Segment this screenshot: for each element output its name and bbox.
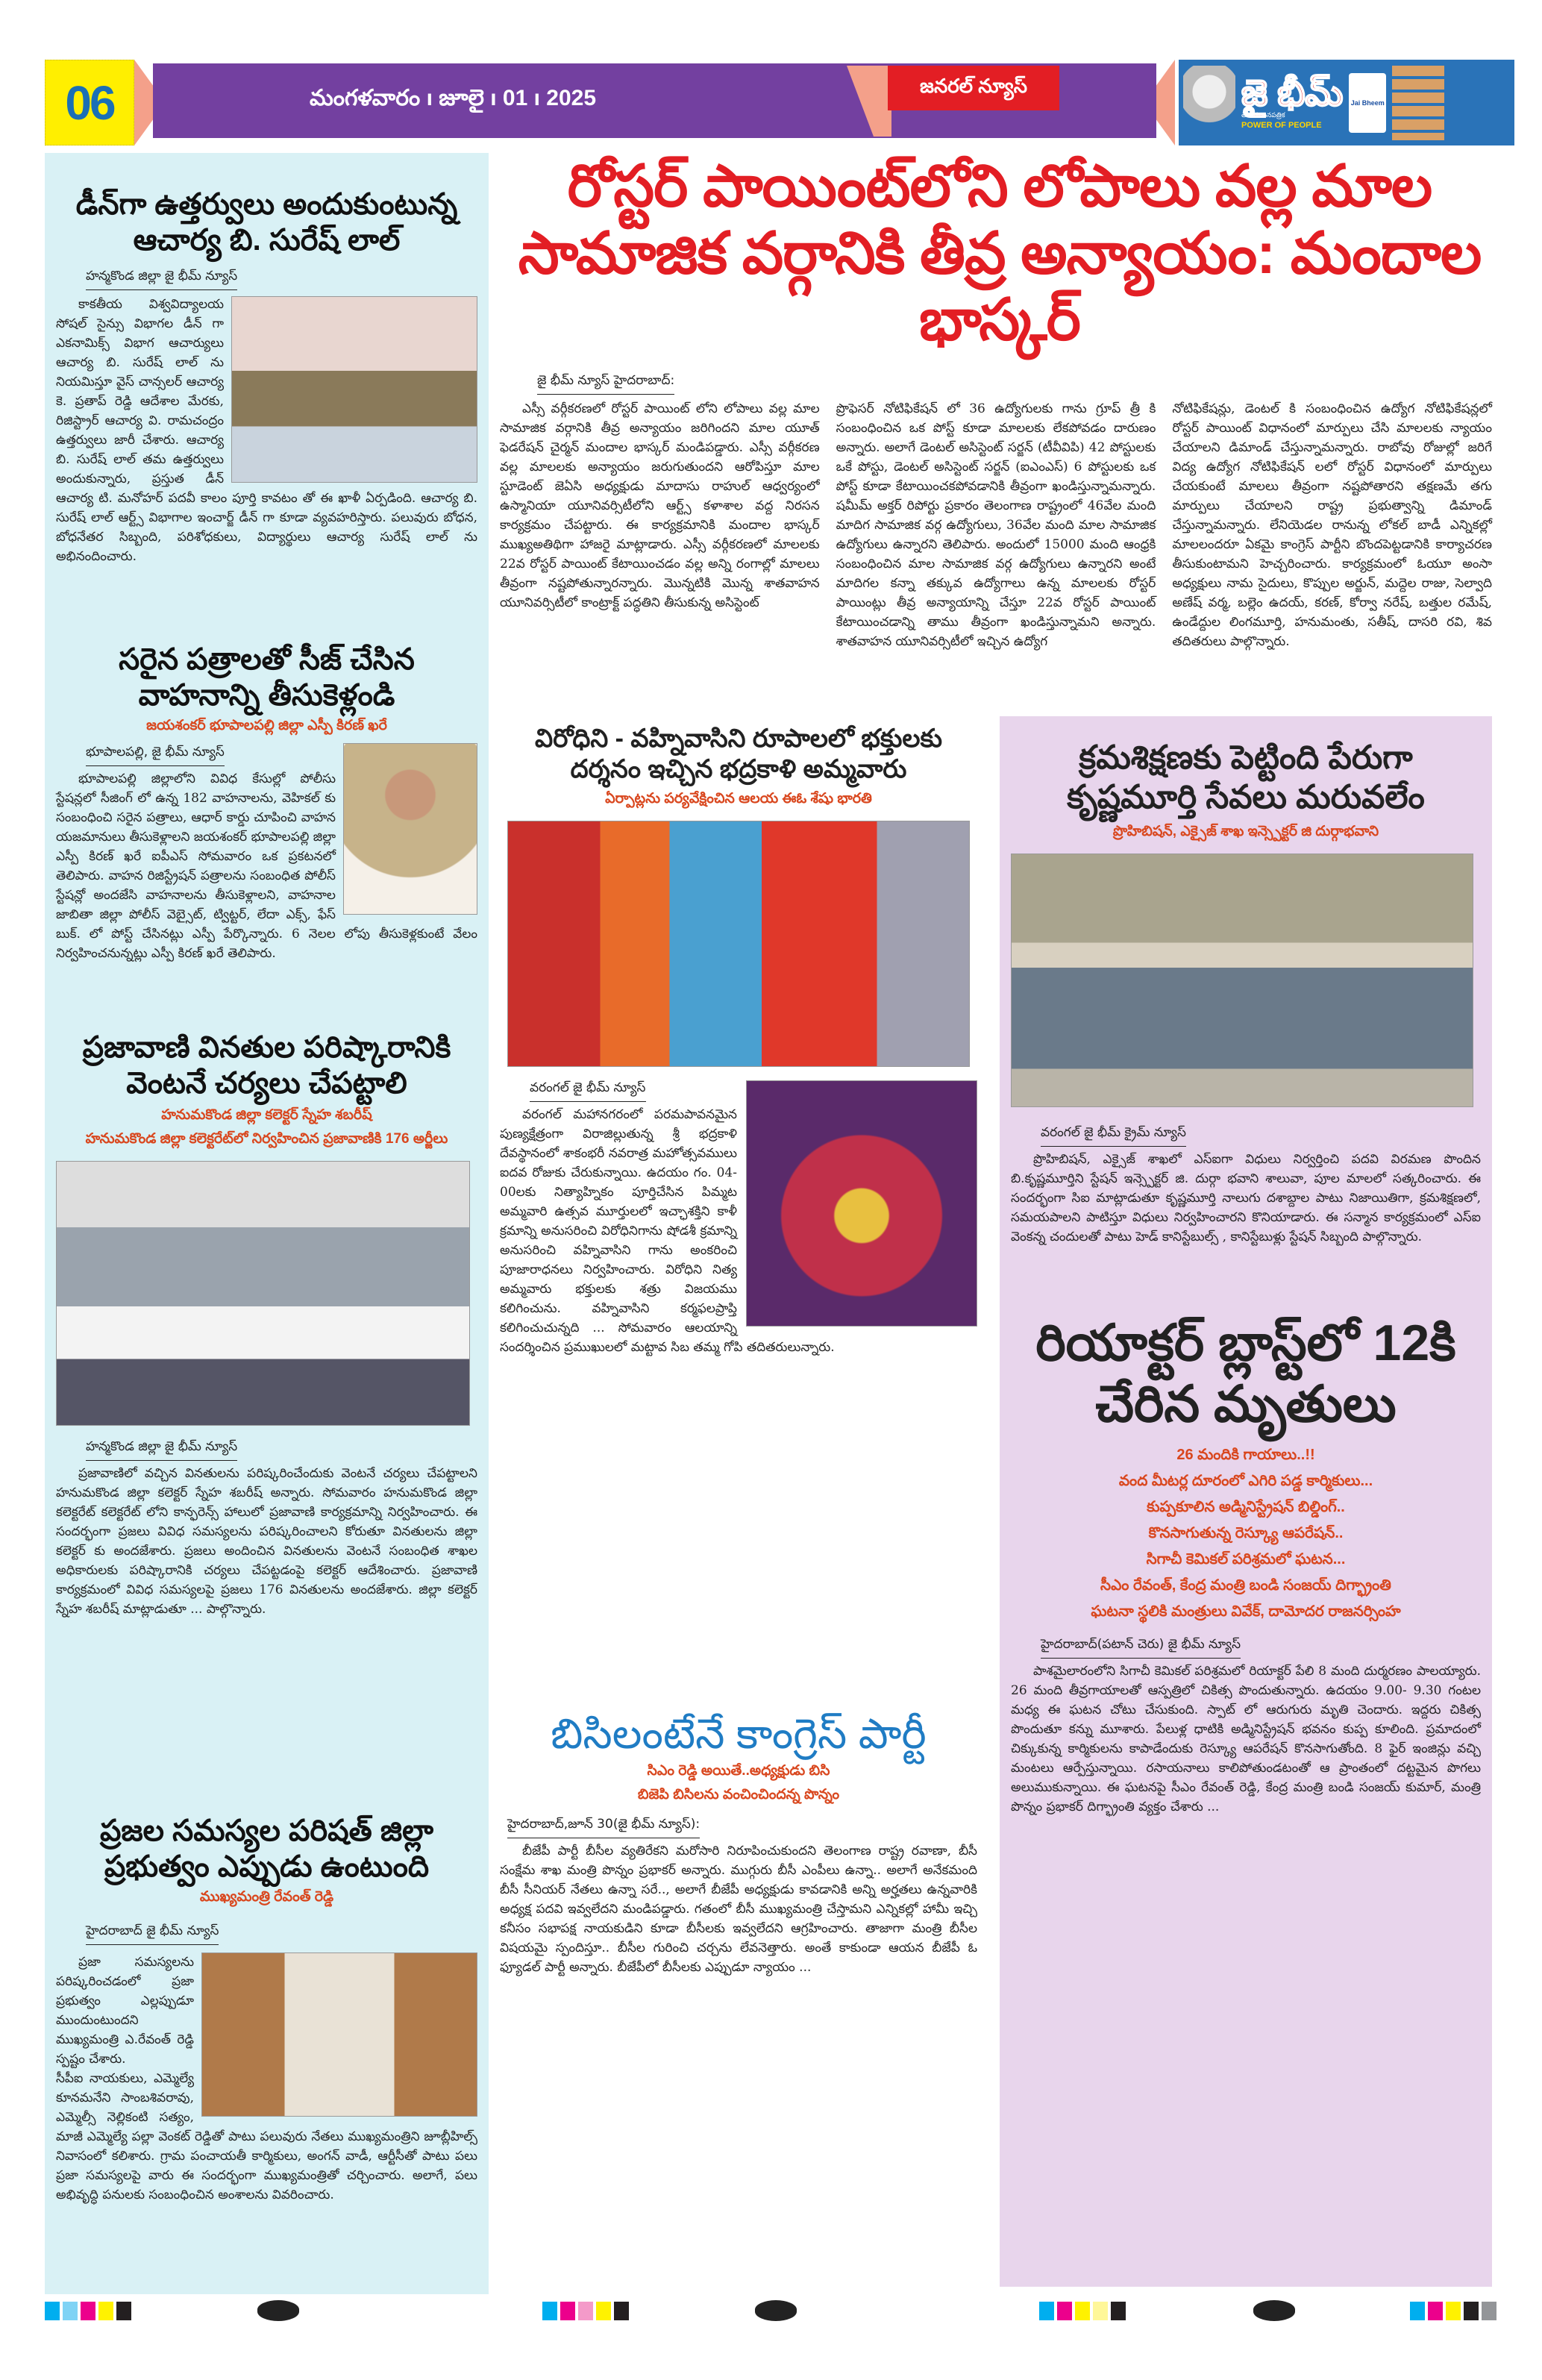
page-number: 06	[45, 60, 134, 145]
story-bhadrakali	[500, 724, 977, 1357]
ambedkar-portrait-icon	[1183, 66, 1235, 140]
main-dateline: జై భీమ్ న్యూస్ హైదరాబాద్:	[537, 373, 674, 395]
main-headline: రోస్టర్ పాయింట్‌లోని లోపాలు వల్ల మాల సామాజిక వర్గానికి తీవ్ర అన్యాయం: మందాల భాస్కర్	[518, 153, 1482, 353]
subhead: ఏర్పాట్లను పర్యవేక్షించిన ఆలయ ఈఓ శేషు భారతి	[605, 790, 872, 807]
dateline: హైదరాబాద్,జూన్ 30(జై భీమ్ న్యూస్):	[507, 1817, 700, 1838]
dateline: వరంగల్ జై భీమ్ న్యూస్	[530, 1080, 646, 1102]
paragraph: ప్రొఫెసర్ నోటిఫికేషన్ లో 36 ఉద్యోగులకు గాను గ్రూప్ త్రీ కి సంబంధించిన ఒక పోస్ట్ కూడా మాలలకు లేకపోవడం దారుణం అన్నారు. అలాగే డెంటల్ అసిస్టెంట్ సర్జన్ (టీవీవిపి) 42 పోస్టులకు ఒకే పోస్టు, డెంటల్ అసిస్టెంట్ సర్జన్ (ఐఎంఎస్) 6 పోస్టులకు ఒక పోస్ట్ కూడా కేటాయించకపోవడానికి తీవ్రంగా ఖండిస్తున్నామన్నారు. షమీమ్ అక్తర్ రిపోర్టు ప్రకారం తెలంగాణ రాష్ట్రంలో 46వేల మంది మాదిగ సామాజిక వర్గ ఉద్యోగులు, 36వేల మంది మాల సామాజిక ఉద్యోగులు ఉన్నారని తెలిపారు. అందులో 15000 మంది ఆంధ్రకి సంబంధించిన మాల సామాజిక వర్గ ఉద్యోగులు ఉన్నారని అంటే మాదిగల కన్నా తక్కువ ఉద్యోగాలు ఉన్న మాలలకు రోస్టర్ పాయింట్లు తీవ్ర అన్యాయాన్ని చేస్తూ 22వ రోస్టర్ పాయింట్ కేటాయించడాన్ని తాము తీవ్రంగా ఖండిస్తున్నామని అన్నారు. శాతవాహన యూనివర్సిటీలో ఇచ్చిన ఉద్యోగ	[836, 401, 1156, 649]
subhead: కుప్పకూలిన అడ్మినిస్ట్రేషన్ బిల్డింగ్..	[1147, 1499, 1345, 1516]
color-bar	[542, 2302, 629, 2320]
felicitation-photo	[1011, 854, 1473, 1107]
subhead: జయశంకర్ భూపాలపల్లి జిల్లా ఎస్పీ కిరణ్ ఖరే	[146, 718, 387, 733]
subhead: హనుమకొండ జిల్లా కలెక్టరేట్‌లో నిర్వహించిన ప్రజావాణికి 176 అర్జీలు	[85, 1131, 448, 1147]
paragraph: ప్రజావాణిలో వచ్చిన వినతులను పరిష్కరించేందుకు వెంటనే చర్యలు చేపట్టాలని హనుమకొండ జిల్లా కలెక్టర్ స్నేహ శబరీష్ అన్నారు. సోమవారం హనుమకొండ జిల్లా కలెక్టరేట్ కలెక్టరేట్ లోని కాన్ఫరెన్స్ హాలులో ప్రజావాణి కార్యక్రమాన్ని నిర్వహించారు. ఈ సందర్భంగా ప్రజలు వివిధ సమస్యలను పరిష్కరించాలని కోరుతూ వినతులను జిల్లా కలెక్టర్ కు అందజేశారు. ప్రజలు అందించిన వినతులను వెంటనే సంబంధిత శాఖల అధికారులకు పరిష్కారానికి చర్యలు చేపట్టడంపై కలెక్టర్ ఆదేశించారు. ప్రజావాణి కార్యక్రమంలో వివిధ సమస్యలపై ప్రజలు 176 వినతులను అందజేశారు. జిల్లా కలెక్టర్ స్నేహ శబరీష్ మాట్లాడుతూ ... పాల్గొన్నారు.	[56, 1466, 477, 1617]
color-bar	[45, 2302, 131, 2320]
subhead: ముఖ్యమంత్రి రేవంత్ రెడ్డి	[199, 1889, 334, 1905]
paragraph: నోటిఫికేషన్లు, డెంటల్ కి సంబంధించిన ఉద్యోగ నోటిఫికేషన్లలో రోస్టర్ పాయింట్ విధానంలో మార్పులు చేసి మాలలకు న్యాయం చేయాలని డిమాండ్ చేస్తున్నామన్నారు. రాబోవు రోజుల్లో జరిగే విద్య ఉద్యోగ నోటిఫికేషన్ లలో రోస్టర్ విధానంలో మార్పులు చేయకుంటే మాలలు తీవ్రంగా నష్టపోతారని తక్షణమే తగు మార్పులు చేయాలని రాష్ట్ర ప్రభుత్వాన్ని డిమాండ్ చేస్తున్నామన్నారు. లేనియెడల రానున్న లోకల్ బాడీ ఎన్నికల్లో మాలలందరూ ఏకమై కాంగ్రెస్ పార్టీని బొందపెట్టడానికి కార్యాచరణ తీసుకుంటామని హెచ్చరించారు. కార్యక్రమంలో ఓయూ అంసా అధ్యక్షులు నామ సైదులు, కొప్పుల అర్జున్, మద్దెల రాజు, సెల్వాది అణేష్ వర్మ, బల్లెం ఉదయ్, కరణ్, కోర్వా నరేష్, బత్తుల రమేష్, ఉండేద్దుల లింగమూర్తి, హనుమంతు, సతీష్, దాసరి రవి, శివ తదితరులు పాల్గొన్నారు.	[1172, 401, 1493, 649]
story-reactor	[1011, 1313, 1481, 1817]
logo-tagline: POWER OF PEOPLE	[1241, 120, 1322, 130]
dateline: హన్మకొండ జిల్లా జై భీమ్ న్యూస్	[86, 269, 237, 290]
subhead: సీఎం రేవంత్, కేంద్ర మంత్రి బండి సంజయ్ దిగ్భ్రాంతి	[1100, 1577, 1391, 1594]
headline: విరోధిని - వహ్నివాసిని రూపాలలో భక్తులకు దర్శనం ఇచ్చిన భద్రకాళి అమ్మవారు	[535, 724, 942, 783]
subhead: ఘటనా స్థలికి మంత్రులు వివేక్, దామోదర రాజనర్సింహ	[1091, 1603, 1401, 1620]
logo-badge: Jai Bheem	[1349, 73, 1386, 133]
main-column-1	[500, 399, 820, 651]
prajavani-photo	[56, 1161, 470, 1426]
leaders-strip-image	[1392, 66, 1444, 140]
header-divider-right	[1156, 60, 1175, 145]
dateline: హన్మకొండ జిల్లా జై భీమ్ న్యూస్	[86, 1439, 237, 1461]
subhead: సిగాచీ కెమికల్ పరిశ్రమలో ఘటన...	[1146, 1551, 1346, 1568]
paragraph: సీపీఐ నాయకులు, ఎమ్మెల్యే కూనమనేని సాంబశివరావు, ఎమ్మెల్సీ నెల్లికంటి సత్యం, మాజీ ఎమ్మెల్యే పల్లా వెంకట్ రెడ్డితో పాటు పలువురు నేతలు ముఖ్యమంత్రిని జూబ్లీహిల్స్ నివాసంలో కలిశారు. గ్రామ పంచాయతీ కార్మికులు, అంగన్ వాడీ, ఆర్టీసీతో పాటు పలు ప్రజా సమస్యలపై వారు ఈ సందర్భంగా ముఖ్యమంత్రితో చర్చించారు. అలాగే, పలు అభివృద్ధి పనులకు సంబంధించిన అంశాలను వివరించారు.	[56, 2071, 477, 2202]
main-column-2	[836, 399, 1156, 651]
story-dean	[56, 187, 477, 566]
registration-mark	[755, 2300, 797, 2321]
headline: బిసిలంటేనే కాంగ్రెస్ పార్టీ	[551, 1710, 927, 1757]
main-story	[500, 373, 1492, 651]
color-bar	[1410, 2302, 1496, 2320]
story-cm	[56, 1813, 477, 2205]
story-prajavani	[56, 1030, 477, 1619]
dateline: హైదరాబాద్ జై భీమ్ న్యూస్	[86, 1923, 219, 1945]
story-seized-vehicles	[56, 642, 477, 963]
paragraph: వరంగల్ మహానగరంలో పరమపావనమైన పుణ్యక్షేత్రంగా విరాజిల్లుతున్న శ్రీ భద్రకాళి దేవస్థానంలో శాకంభరీ నవరాత్ర మహోత్సవములు ఐదవ రోజుకు చేరుకున్నాయి. ఉదయం గం. 04-00లకు నిత్యాహ్నికం పూర్తిచేసిన పిమ్మట అమ్మవారి ఉత్సవ మూర్తులలో ఇచ్ఛాశక్తిని కాళీ క్రమాన్ని అనుసరించి విరోధినిగాను షోడశీ క్రమాన్ని అనుసరించి వహ్నివాసిని గాను అంకరించి పూజారాధనలు నిర్వహించారు. విరోధిని నిత్య అమ్మవారు భక్తులకు శత్రు విజయము కలిగించును. వహ్నివాసిని కర్మఫలప్రాప్తి కలిగించుచున్నది ... సోమవారం ఆలయాన్ని సందర్శించిన ప్రముఖులలో మట్టావ సిబ తమ్మ గోపి తదితరులున్నారు.	[500, 1106, 835, 1355]
paragraph: పాశమైలారంలోని సిగాచీ కెమికల్ పరిశ్రమలో రియాక్టర్ పేలి 8 మంది దుర్మరణం పాలయ్యారు. 26 మంది తీవ్రగాయాలతో ఆస్పత్రిలో చికిత్స పొందుతున్నారు. ఉదయం 9.00- 9.30 గంటల మధ్య ఈ ఘటన చోటు చేసుకుంది. స్పాట్ లో ఆరుగురు మృతి చెందారు. ఇద్దరు చికిత్స పొందుతూ కన్ను మూశారు. పేలుళ్ల ధాటికి అడ్మినిస్ట్రేషన్ భవనం కుప్ప కూలింది. ప్రమాదంలో చిక్కుకున్న కార్మికులను కాపాడేందుకు రెస్క్యూ ఆపరేషన్ కొనసాగుతోంది. 8 ఫైర్ ఇంజిన్లు వచ్చి మంటలు ఆర్పేస్తున్నాయి. రసాయనాలు కాలిపోతుండటంతో ఆ ప్రాంతంలో దట్టమైన పొగలు అలుముకున్నాయి. ఈ ఘటనపై సీఎం రేవంత్ రెడ్డి, కేంద్ర మంత్రి బండి సంజయ్ కుమార్, మంత్రి పొన్నం ప్రభాకర్ దిగ్భ్రాంతి వ్యక్తం చేశారు ...	[1011, 1664, 1481, 1815]
subhead: వంద మీటర్ల దూరంలో ఎగిరి పడ్డ కార్మికులు...	[1118, 1473, 1373, 1490]
devotees-photo	[507, 821, 970, 1067]
paragraph: బీజేపీ పార్టీ బీసీల వ్యతిరేకని మరోసారి నిరూపించుకుందని తెలంగాణ రాష్ట్ర రవాణా, బీసీ సంక్షేమ శాఖ మంత్రి పొన్నం ప్రభాకర్ అన్నారు. ముగ్గురు బీసీ ఎంపీలు ఉన్నా.. అలాగే అనేకమంది బీసీ సీనియర్ నేతలు ఉన్నా సరే.., అలాగే బీజేపీ అధ్యక్షుడు కావడానికి అన్ని అర్హతలు ఉన్నవారికి అధ్యక్ష పదవి ఇవ్వలేదని మండిపడ్డారు. గతంలో బీసీ ముఖ్యమంత్రి చేస్తామని ఎన్నికల్లో హామీ ఇచ్చి కనీసం సభాపక్ష నాయకుడిని కూడా బీసీలకు ఇవ్వలేదని ఆగ్రహించారు. తాజాగా మంత్రి బీసీల విషయమై స్పందిస్తూ.. బీసీల గురించి చర్చను లేవనెత్తారు. అంతే కాకుండా ఆయన బీజేపీ ఓ ఫ్యూడల్ పార్టీ అన్నారు. బీజేపీలో బీసీలకు ఎప్పుడూ న్యాయం ...	[500, 1844, 977, 1976]
sp-photo	[343, 743, 477, 915]
paragraph: భూపాలపల్లి జిల్లాలోని వివిధ కేసుల్లో పోలీసు స్టేషన్లలో సీజింగ్ లో ఉన్న 182 వాహనాలను, వెహికల్ కు సంబంధించి సరైన పత్రాలు, ఆధార్ కార్డు చూపించి వాహన యజమానులు తీసుకెళ్లాలని జయశంకర్ భూపాలపల్లి జిల్లా ఎస్పీ కిరణ్ ఖరే ఐపీఎస్ సోమవారం ఒక ప్రకటనలో తెలిపారు. వాహన రిజిస్ట్రేషన్ పత్రాలను సంబంధిత పోలీస్ స్టేషన్లో అందజేసి వాహనాలను తీసుకెళ్లాలని, వాహనాల జాబితా జిల్లా పోలీస్ వెబ్సైట్, ట్విట్టర్, లేదా ఎక్స్, ఫేస్ బుక్. లో పోస్ట్ చేసినట్లు ఎస్పీ పేర్కొన్నారు. 6 నెలల లోపు తీసుకెళ్లకుంటే వేలం నిర్వహించనున్నట్లు ఎస్పీ కిరణ్ ఖరే తెలిపారు.	[56, 771, 477, 961]
headline: సరైన పత్రాలతో సీజ్ చేసిన వాహనాన్ని తీసుకెళ్లండి	[119, 643, 415, 712]
paragraph: కాకతీయ విశ్వవిద్యాలయ సోషల్ సైన్సు విభాగల డీన్ గా ఎకనామిక్స్ విభాగ ఆచార్యులు ఆచార్య బి. సురేష్ లాల్ ను నియమిస్తూ వైస్ చాన్సలర్ ఆచార్య కె. ప్రతాప్ రెడ్డి ఆదేశాల మేరకు, రిజిస్ట్రార్ ఆచార్య వి. రామచంద్రం ఉత్తర్వులు జారీ చేశారు. ఆచార్య బి. సురేష్ లాల్ తమ ఉత్తర్వులు అందుకున్నారు, ప్రస్తుత డీన్ ఆచార్య టి. మనోహర్ పదవీ కాలం పూర్తి కావటం తో ఈ ఖాళీ ఏర్పడింది. ఆచార్య బి. సురేష్ లాల్ ఆర్ట్స్ విభాగాల ఇంచార్జ్ డీన్ గా కూడా వ్యవహరిస్తారు. పలువురు బోధన, బోధనేతర సిబ్బంది, పరిశోధకులు, విద్యార్థులు ఆచార్య సురేష్ లాల్ ను అభినందించారు.	[56, 297, 477, 564]
logo-name: జై భీమ్	[1241, 73, 1344, 113]
goddess-photo	[746, 1080, 977, 1327]
subhead: కొనసాగుతున్న రెస్క్యూ ఆపరేషన్..	[1148, 1525, 1344, 1542]
registration-mark	[257, 2300, 299, 2321]
header-divider	[134, 60, 153, 145]
subhead: 26 మందికి గాయాలు..!!	[1176, 1447, 1315, 1464]
story-krishnamurthy	[1011, 739, 1481, 1247]
paragraph: ప్రజా సమస్యలను పరిష్కరించడంలో ప్రజా ప్రభుత్వం ఎల్లప్పుడూ ముందుంటుందని ముఖ్యమంత్రి ఎ.రేవంత్ రెడ్డి స్పష్టం చేశారు.	[56, 1955, 194, 2067]
registration-mark	[1253, 2300, 1295, 2321]
story-congress	[500, 1709, 977, 1977]
subhead: బిజెపి బిసిలను వంచించిందన్న పొన్నం	[637, 1787, 840, 1803]
headline: ప్రజావాణి వినతుల పరిష్కారానికి వెంటనే చర్యలు చేపట్టాలి	[82, 1031, 451, 1100]
headline: రియాక్టర్ బ్లాస్ట్‌లో 12కి చేరిన మృతులు	[1035, 1315, 1456, 1432]
dateline: హైదరాబాద్(పటాన్ చెరు) జై భీమ్ న్యూస్	[1041, 1637, 1241, 1659]
dateline: భూపాలపల్లి, జై భీమ్ న్యూస్	[86, 745, 225, 766]
masthead-logo	[1179, 60, 1514, 145]
subhead: హనుమకొండ జిల్లా కలెక్టర్ స్నేహ శబరీష్	[161, 1107, 372, 1123]
cm-meeting-photo	[201, 1952, 477, 2117]
dateline: వరంగల్ జై భీమ్ క్రైమ్ న్యూస్	[1041, 1125, 1186, 1147]
headline: డీన్‌గా ఉత్తర్వులు అందుకుంటున్న ఆచార్య బి. సురేష్ లాల్	[75, 188, 458, 257]
headline: క్రమశిక్షణకు పెట్టింది పేరుగా కృష్ణమూర్తి సేవలు మరువలేం	[1067, 739, 1425, 815]
paragraph: ఎస్సీ వర్గీకరణలో రోస్టర్ పాయింట్ లోని లోపాలు వల్ల మాల సామాజిక వర్గానికి తీవ్ర అన్యాయం జరిగిందని మాల యూత్ ఫెడరేషన్ చైర్మన్ మందాల భాస్కర్ మండిపడ్డారు. ఎస్సీ వర్గీకరణ వల్ల మాలలకు అన్యాయం జరుగుతుందని ఆరోపిస్తూ మాల స్టూడెంట్ జెఏసి అధ్యక్షుడు మాదాసు రాహుల్ ఆధ్వర్యంలో ఉస్మానియా యూనివర్సిటీలోని ఆర్ట్స్ కళాశాల వద్ద నిరసన కార్యక్రమం చేపట్టారు. ఈ కార్యక్రమానికి మందాల భాస్కర్ ముఖ్యఅతిథిగా హాజరై మాట్లాడారు. ఎస్సీ వర్గీకరణలో మాలలకు 22వ రోస్టర్ పాయింట్ కేటాయించడం వల్ల అన్ని రంగాల్లో మాలలు తీవ్రంగా నష్టపోతున్నారన్నారు. మొన్నటికి మొన్న శాతవాహన యూనివర్సిటీలో కాంట్రాక్ట్ పద్ధతిని తీసుకున్న అసిస్టెంట్	[500, 401, 820, 610]
logo-sub: తెలుగు దినపత్రిక	[1241, 111, 1285, 119]
main-column-3	[1172, 399, 1492, 651]
subhead: ప్రొహిబిషన్, ఎక్సైజ్ శాఖ ఇన్స్పెక్టర్ జి దుర్గాభవాని	[1112, 823, 1379, 839]
headline: ప్రజల సమస్యల పరిషత్ జిల్లా ప్రభుత్వం ఎప్పుడు ఉంటుంది	[99, 1814, 434, 1883]
issue-date: మంగళవారం ı జూలై ı 01 ı 2025	[310, 85, 597, 110]
section-label: జనరల్ న్యూస్	[888, 66, 1059, 110]
subheads	[1011, 1447, 1481, 1623]
paragraph: ప్రొహిబిషన్, ఎక్సైజ్ శాఖలో ఎస్ఐగా విధులు నిర్వర్తించి పదవి విరమణ పొందిన బి.కృష్ణమూర్తిని స్టేషన్ ఇన్స్పెక్టర్ జి. దుర్గా భవాని శాలువా, పూల మాలలో సత్కరించారు. ఈ సందర్భంగా సిఐ మాట్లాడుతూ కృష్ణమూర్తి నాలుగు దశాబ్దాల పాటు నిజాయితిగా, క్రమశిక్షణలో, సమయపాలని పాటిస్తూ విధులు నిర్వహించారని కొనియాడారు. ఈ సన్మాన కార్యక్రమంలో ఎస్ఐ వెంకన్న చందులతో పాటు హెడ్ కానిస్టేబుల్స్ , కానిస్టేబుళ్లు స్టేషన్ సిబ్బంది పాల్గొన్నారు.	[1011, 1151, 1481, 1244]
color-bar	[1039, 2302, 1126, 2320]
dean-photo	[231, 296, 477, 483]
subhead: సిఎం రెడ్డి అయితే..అధ్యక్షుడు బిసి	[647, 1763, 830, 1779]
